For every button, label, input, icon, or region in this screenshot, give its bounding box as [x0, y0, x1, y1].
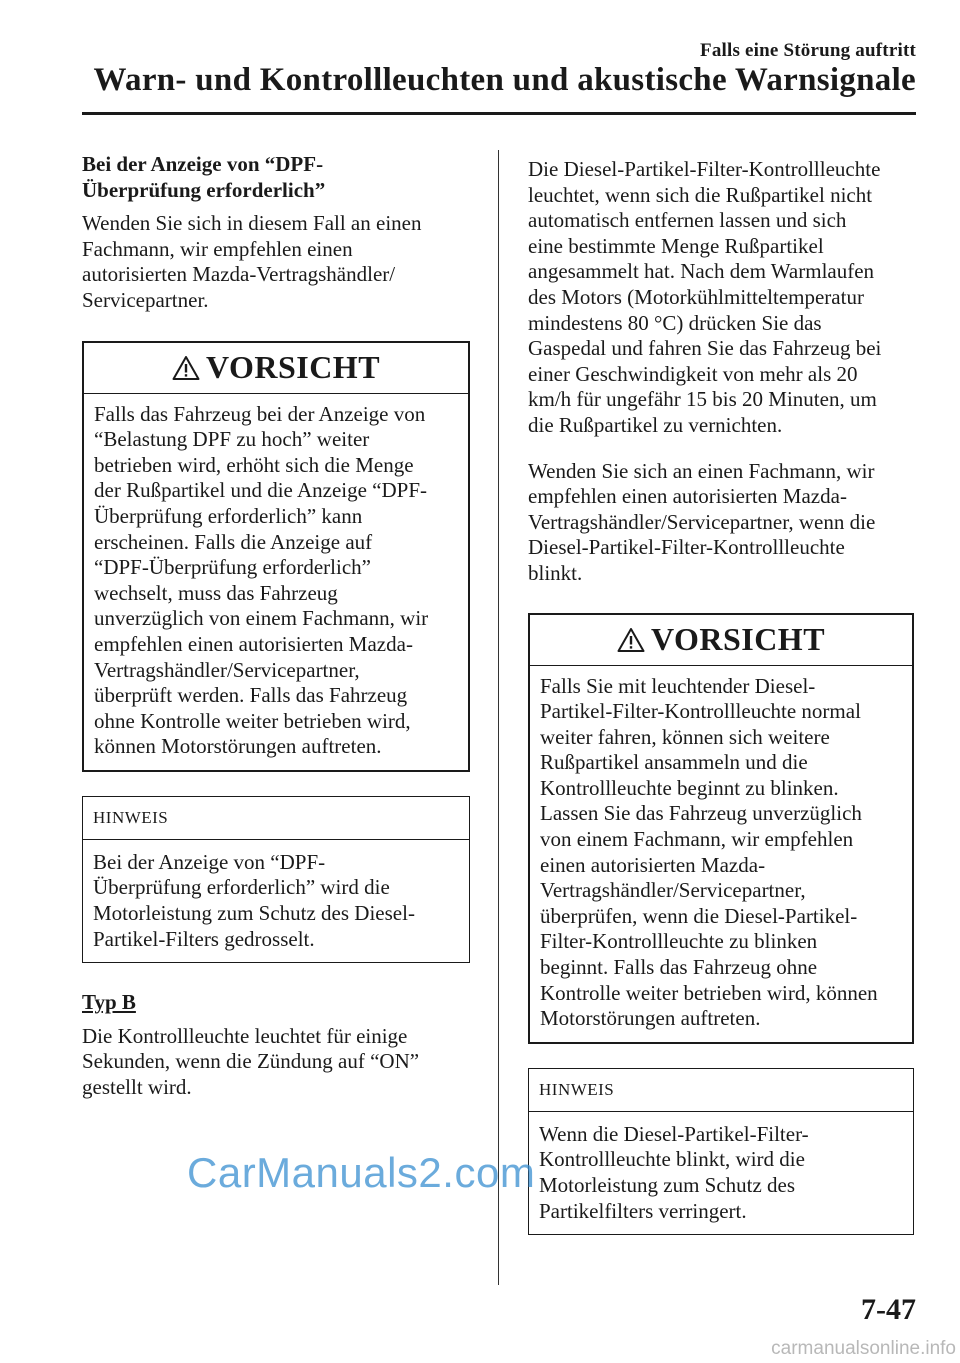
text-line: erscheinen. Falls die Anzeige auf: [94, 529, 373, 554]
text-line: Falls das Fahrzeug bei der Anzeige von: [94, 401, 426, 426]
paragraph: [528, 459, 914, 587]
text-line: Gaspedal und fahren Sie das Fahrzeug bei: [528, 336, 882, 361]
text-line: automatisch entfernen lassen und sich: [528, 208, 847, 233]
text-line: Lassen Sie das Fahrzeug unverzüglich: [540, 801, 862, 826]
text-line: eine bestimmte Menge Rußpartikel: [528, 233, 824, 258]
text-line: von einem Fachmann, wir empfehlen: [540, 827, 854, 852]
text-line: Kontrollleuchte beginnt zu blinken.: [540, 775, 839, 800]
text-line: Servicepartner.: [82, 287, 209, 312]
typ-paragraph: [82, 1024, 470, 1101]
header-rule: [82, 112, 916, 115]
text-line: “Belastung DPF zu hoch” weiter: [94, 427, 370, 452]
text-line: können Motorstörungen auftreten.: [94, 734, 382, 759]
text-line: autorisierten Mazda-Vertragshändler/: [82, 262, 396, 287]
caution-header: [84, 343, 468, 394]
column-divider: [498, 150, 499, 1285]
footer-url: carmanualsonline.info: [771, 1338, 956, 1359]
note-box: [82, 796, 470, 963]
text-line: Wenden Sie sich in diesem Fall an einen: [82, 211, 422, 236]
text-line: betrieben wird, erhöht sich die Menge: [94, 452, 414, 477]
text-line: Partikelfilters verringert.: [539, 1198, 747, 1223]
text-line: Überprüfung erforderlich” wird die: [93, 875, 390, 900]
text-line: Vertragshändler/Servicepartner,: [540, 878, 806, 903]
text-line: gestellt wird.: [82, 1075, 192, 1100]
text-line: Kontrollleuchte blinkt, wird die: [539, 1147, 805, 1172]
text-line: Wenden Sie sich an einen Fachmann, wir: [528, 458, 875, 483]
text-line: ohne Kontrolle weiter betrieben wird,: [94, 708, 411, 733]
intro-paragraph: [82, 211, 470, 313]
text-line: Motorleistung zum Schutz des: [539, 1173, 796, 1197]
text-line: Motorleistung zum Schutz des Diesel-: [93, 901, 415, 926]
text-line: km/h für ungefähr 15 bis 20 Minuten, um: [528, 387, 877, 412]
typ-heading: Typ B: [82, 990, 136, 1015]
note-body: [83, 840, 469, 962]
text-line: Überprüfung erforderlich” kann: [94, 503, 363, 528]
text-line: Wenn die Diesel-Partikel-Filter-: [539, 1121, 809, 1146]
text-line: leuchtet, wenn sich die Rußpartikel nicht: [528, 182, 873, 207]
text-line: Rußpartikel ansammeln und die: [540, 750, 808, 775]
paragraph: [528, 157, 914, 439]
text-line: Motorstörungen auftreten.: [540, 1006, 761, 1031]
text-line: Diesel-Partikel-Filter-Kontrollleuchte: [528, 535, 845, 560]
text-line: überprüfen, wenn die Diesel-Partikel-: [540, 903, 858, 928]
text-line: einen autorisierten Mazda-: [540, 852, 766, 877]
section-heading: [82, 152, 470, 203]
text-line: Partikel-Filter-Kontrollleuchte normal: [540, 699, 861, 724]
caution-body: [84, 394, 468, 770]
text-line: Sekunden, wenn die Zündung auf “ON”: [82, 1049, 420, 1074]
text-line: Vertragshändler/Servicepartner, wenn die: [528, 509, 876, 534]
watermark: CarManuals2.com: [187, 1149, 536, 1196]
text-line: empfehlen einen autorisierten Mazda-: [528, 484, 847, 509]
text-line: Bei der Anzeige von “DPF-: [93, 849, 326, 874]
text-line: der Rußpartikel und die Anzeige “DPF-: [94, 478, 428, 503]
heading-line: Bei der Anzeige von “DPF-: [82, 152, 324, 176]
text-line: die Rußpartikel zu vernichten.: [528, 412, 783, 437]
text-line: unverzüglich von einem Fachmann, wir: [94, 606, 429, 631]
note-box: [528, 1068, 914, 1235]
text-line: mindestens 80 °C) drücken Sie das: [528, 310, 822, 335]
note-body: [529, 1112, 913, 1234]
text-line: Die Kontrollleuchte leuchtet für einige: [82, 1023, 408, 1048]
text-line: überprüft werden. Falls das Fahrzeug: [94, 683, 408, 708]
text-line: Die Diesel-Partikel-Filter-Kontrollleuchte: [528, 157, 881, 181]
text-line: “DPF-Überprüfung erforderlich”: [94, 555, 371, 580]
warning-triangle-icon: [617, 627, 645, 653]
text-line: Filter-Kontrollleuchte zu blinken: [540, 929, 818, 954]
heading-line: Überprüfung erforderlich”: [82, 177, 326, 202]
caution-body: [530, 666, 912, 1042]
caution-box: [528, 613, 914, 1044]
caution-title: VORSICHT: [650, 621, 826, 657]
header-section: Falls eine Störung auftritt: [700, 40, 916, 61]
text-line: beginnt. Falls das Fahrzeug ohne: [540, 955, 818, 980]
text-line: wechselt, muss das Fahrzeug: [94, 580, 338, 605]
text-line: des Motors (Motorkühlmitteltemperatur: [528, 284, 864, 309]
text-line: weiter fahren, können sich weitere: [540, 724, 830, 749]
text-line: Falls Sie mit leuchtender Diesel-: [540, 673, 816, 698]
text-line: Vertragshändler/Servicepartner,: [94, 657, 360, 682]
text-line: einer Geschwindigkeit von mehr als 20: [528, 361, 858, 386]
text-line: empfehlen einen autorisierten Mazda-: [94, 631, 413, 656]
note-header: [83, 797, 469, 840]
page-number: 7-47: [861, 1293, 916, 1326]
note-title: HINWEIS: [539, 1079, 615, 1099]
text-line: Partikel-Filters gedrosselt.: [93, 926, 315, 951]
text-line: blinkt.: [528, 560, 583, 585]
text-line: Kontrolle weiter betrieben wird, können: [540, 980, 878, 1005]
text-line: angesammelt hat. Nach dem Warmlaufen: [528, 259, 875, 284]
note-header: [529, 1069, 913, 1112]
right-column: [528, 157, 914, 1235]
caution-title: VORSICHT: [205, 349, 381, 386]
caution-box: [82, 341, 470, 772]
text-line: Fachmann, wir empfehlen einen: [82, 236, 353, 261]
page-title: Warn- und Kontrollleuchten und akustische Warnsignale: [93, 62, 916, 98]
warning-triangle-icon: [172, 355, 200, 381]
caution-header: [530, 615, 912, 666]
note-title: HINWEIS: [93, 807, 169, 827]
left-column: [82, 152, 470, 1101]
